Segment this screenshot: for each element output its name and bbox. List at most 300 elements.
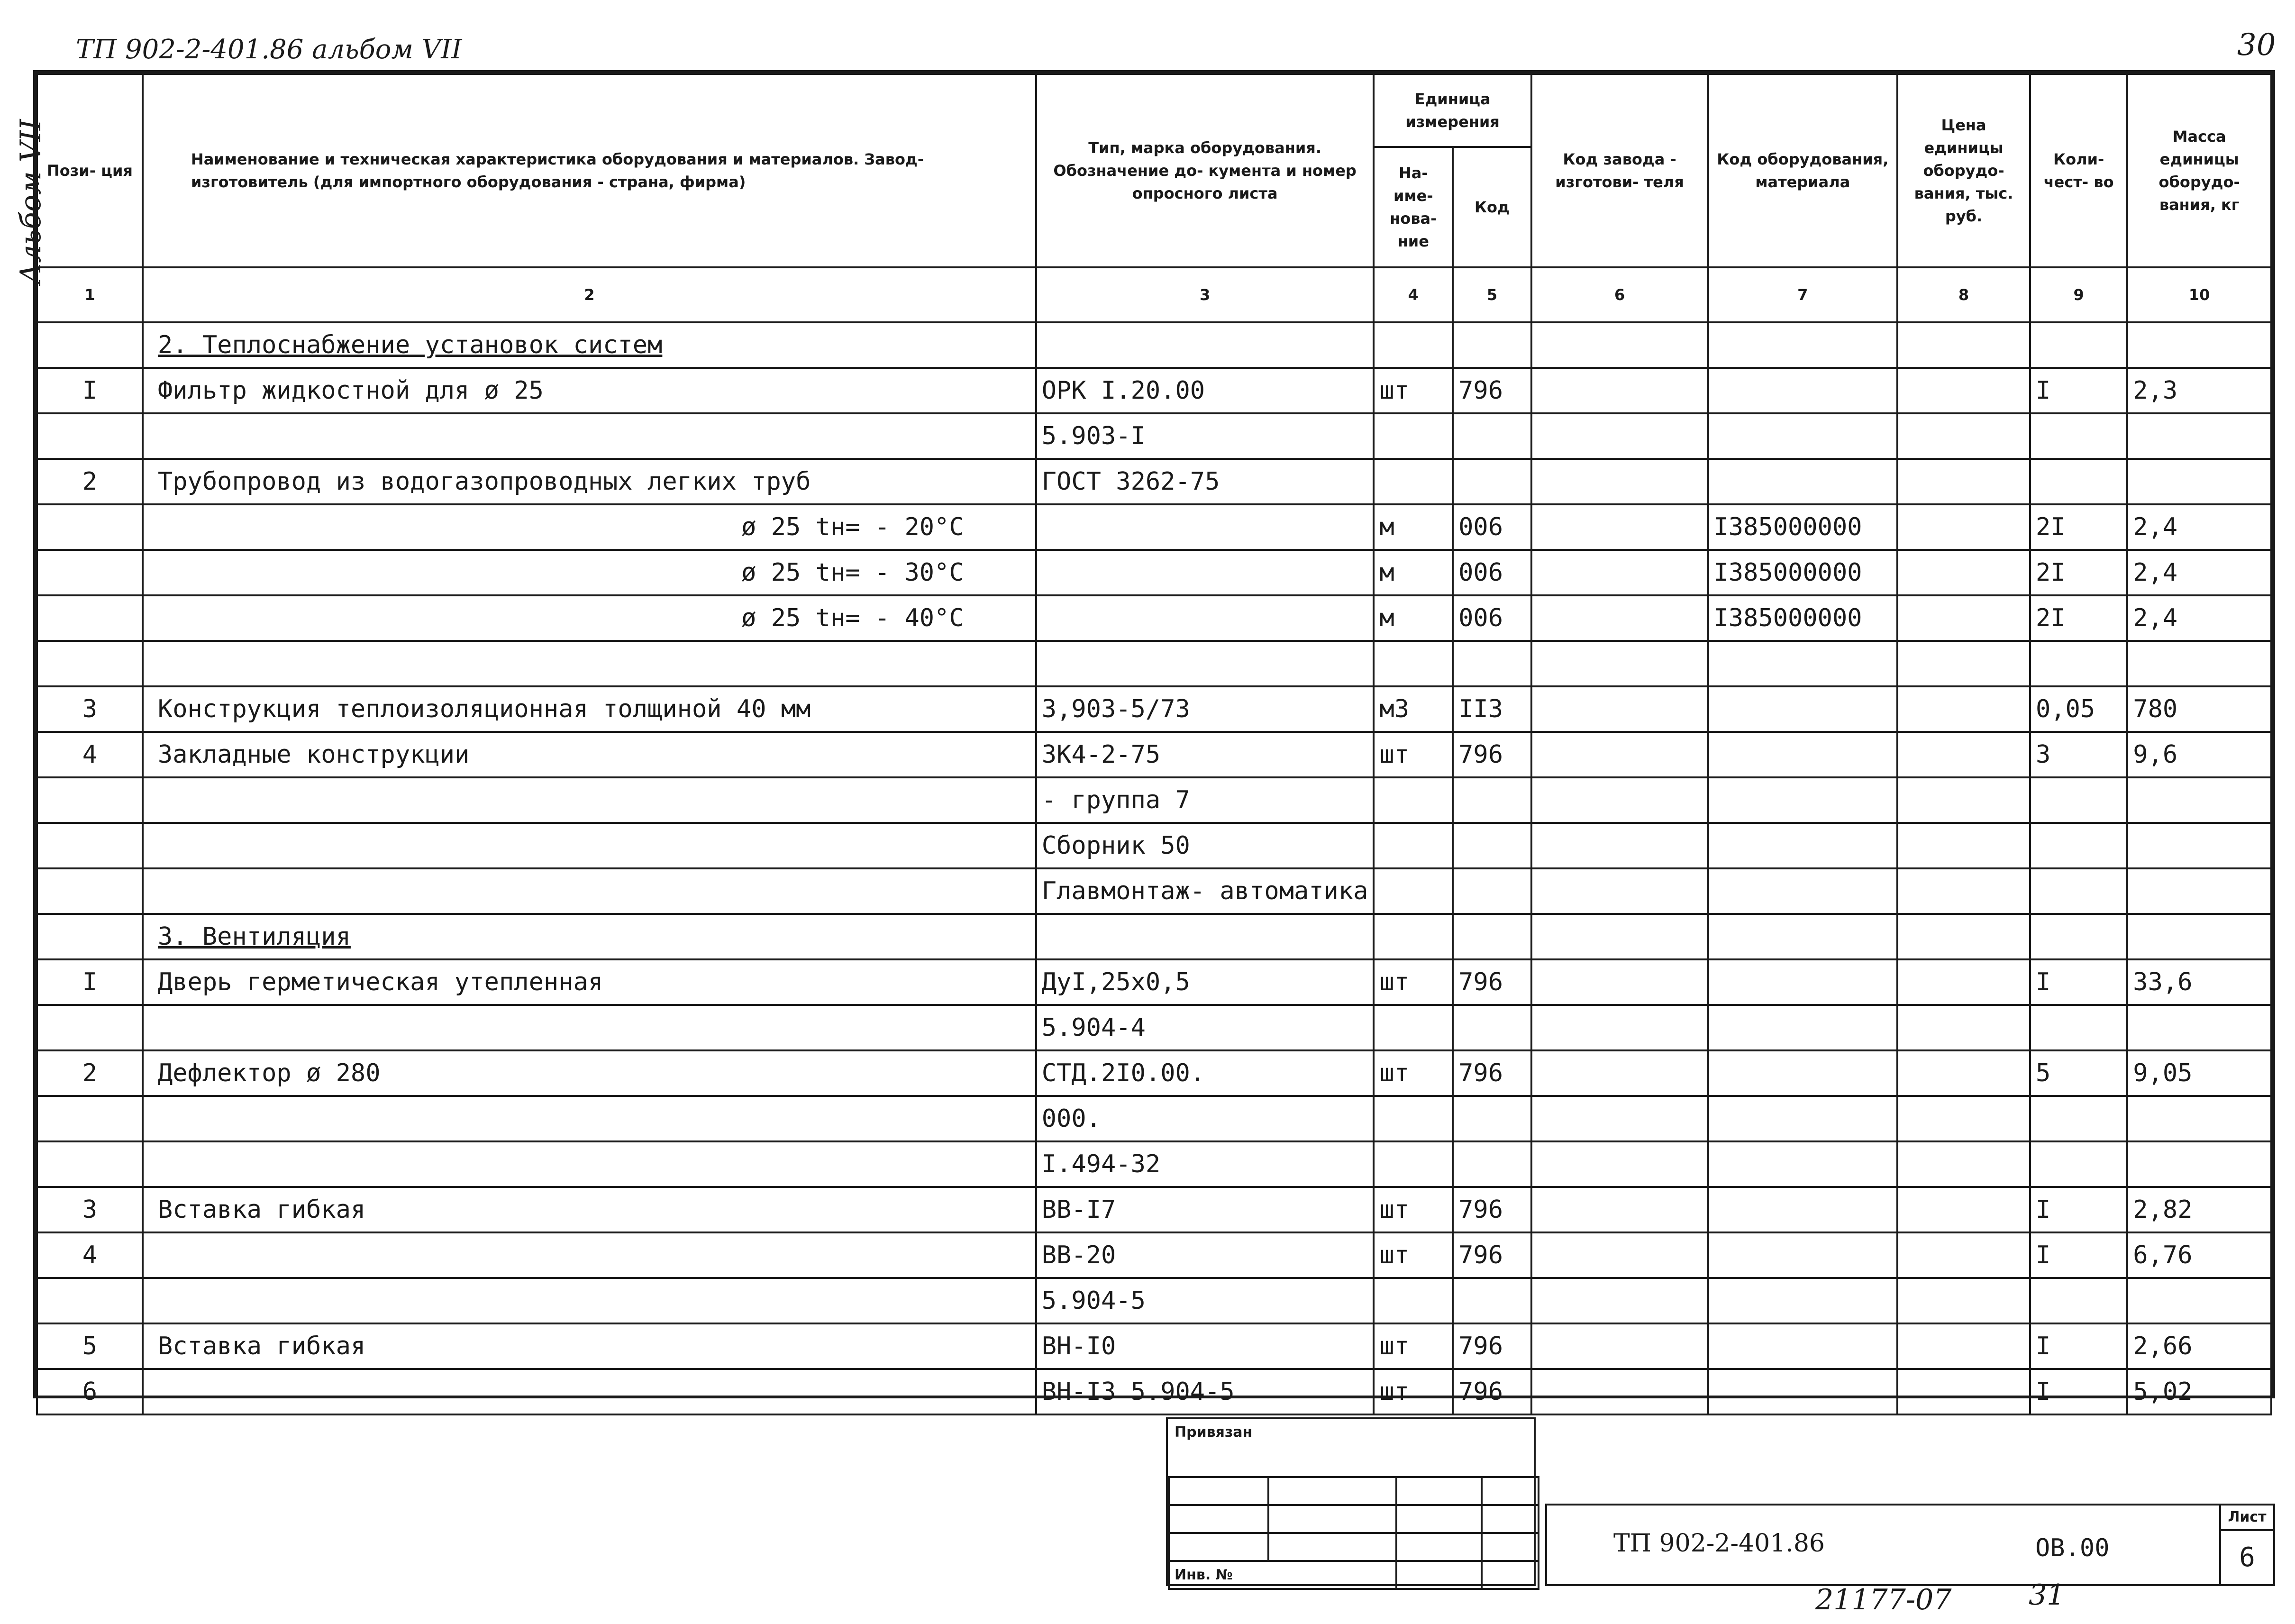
- stamp-grid: [1168, 1476, 1539, 1590]
- position-cell: [37, 504, 143, 550]
- unit-code-cell: 796: [1453, 368, 1531, 413]
- name-cell: [143, 1369, 1036, 1414]
- quantity-cell: [2030, 413, 2127, 459]
- equipment-code-cell: [1708, 641, 1898, 686]
- name-cell: [143, 550, 1036, 595]
- unit-code-cell: [1453, 1278, 1531, 1323]
- col-number: 5: [1453, 267, 1531, 322]
- unit-code-cell: 006: [1453, 595, 1531, 641]
- album-side-label: Альбом VII: [14, 119, 47, 284]
- header-title: ТП 902-2-401.86 альбом VII: [76, 34, 462, 65]
- mass-cell: 9,6: [2127, 732, 2271, 777]
- item-name: Вставка гибкая: [157, 1332, 366, 1360]
- equipment-code-cell: [1708, 1187, 1898, 1232]
- position-cell: [37, 641, 143, 686]
- plant-code-cell: [1531, 368, 1708, 413]
- mass-cell: 6,76: [2127, 1232, 2271, 1278]
- name-cell: [143, 1096, 1036, 1141]
- sheet-label: Лист: [2219, 1505, 2273, 1531]
- position-cell: I: [37, 368, 143, 413]
- position-cell: 3: [37, 1187, 143, 1232]
- type-cell: СТД.2I0.00.: [1036, 1050, 1374, 1096]
- equipment-code-cell: [1708, 686, 1898, 732]
- unit-name-cell: [1374, 914, 1453, 959]
- col-header-unit-code: Код: [1453, 147, 1531, 267]
- name-cell: [143, 459, 1036, 504]
- quantity-cell: [2030, 459, 2127, 504]
- quantity-cell: I: [2030, 959, 2127, 1005]
- type-cell: - группа 7: [1036, 777, 1374, 823]
- quantity-cell: 2I: [2030, 550, 2127, 595]
- table-row: [37, 959, 2271, 1005]
- price-cell: [1897, 641, 2030, 686]
- quantity-cell: I: [2030, 1232, 2127, 1278]
- item-name: Вставка гибкая: [157, 1195, 366, 1224]
- name-cell: [143, 1050, 1036, 1096]
- unit-code-cell: 796: [1453, 1187, 1531, 1232]
- item-name: Дверь герметическая утепленная: [157, 968, 603, 996]
- price-cell: [1897, 1369, 2030, 1414]
- unit-name-cell: [1374, 1141, 1453, 1187]
- col-header-unit-name: На- име- нова- ние: [1374, 147, 1453, 267]
- plant-code-cell: [1531, 322, 1708, 368]
- price-cell: [1897, 686, 2030, 732]
- unit-name-cell: [1374, 823, 1453, 868]
- plant-code-cell: [1531, 1096, 1708, 1141]
- type-cell: 5.904-5: [1036, 1278, 1374, 1323]
- quantity-cell: 2I: [2030, 595, 2127, 641]
- col-header-unit-group: Единица измерения: [1374, 74, 1531, 147]
- equipment-code-cell: [1708, 732, 1898, 777]
- name-cell: [143, 504, 1036, 550]
- col-number: 10: [2127, 267, 2271, 322]
- equipment-code-cell: [1708, 368, 1898, 413]
- title-block: [1545, 1504, 2275, 1586]
- name-cell: [143, 595, 1036, 641]
- unit-name-cell: [1374, 322, 1453, 368]
- item-name: Дефлектор ø 280: [157, 1059, 381, 1087]
- type-cell: ВН-I3 5.904-5: [1036, 1369, 1374, 1414]
- col-number: 9: [2030, 267, 2127, 322]
- mass-cell: [2127, 322, 2271, 368]
- plant-code-cell: [1531, 413, 1708, 459]
- quantity-cell: [2030, 1096, 2127, 1141]
- position-cell: 2: [37, 459, 143, 504]
- mass-cell: 2,4: [2127, 550, 2271, 595]
- section-heading: 3. Вентиляция: [157, 922, 351, 951]
- type-cell: 5.903-I: [1036, 413, 1374, 459]
- plant-code-cell: [1531, 1232, 1708, 1278]
- col-number: 8: [1897, 267, 2030, 322]
- mass-cell: 2,66: [2127, 1323, 2271, 1369]
- type-cell: [1036, 322, 1374, 368]
- item-name: Закладные конструкции: [157, 740, 470, 769]
- unit-name-cell: м: [1374, 550, 1453, 595]
- quantity-cell: I: [2030, 368, 2127, 413]
- position-cell: [37, 823, 143, 868]
- name-cell: [143, 868, 1036, 914]
- equipment-code-cell: [1708, 459, 1898, 504]
- unit-name-cell: [1374, 1278, 1453, 1323]
- name-cell: [143, 368, 1036, 413]
- equipment-code-cell: [1708, 1050, 1898, 1096]
- name-cell: [143, 322, 1036, 368]
- table-row: [37, 413, 2271, 459]
- table-row: [37, 1323, 2271, 1369]
- table-row: [37, 868, 2271, 914]
- quantity-cell: [2030, 914, 2127, 959]
- type-cell: Главмонтаж- автоматика: [1036, 868, 1374, 914]
- type-cell: ЗК4-2-75: [1036, 732, 1374, 777]
- specification-table: [36, 73, 2272, 1415]
- unit-code-cell: [1453, 914, 1531, 959]
- unit-name-cell: [1374, 1096, 1453, 1141]
- plant-code-cell: [1531, 868, 1708, 914]
- plant-code-cell: [1531, 504, 1708, 550]
- page-number: 30: [2237, 27, 2276, 63]
- table-row: [37, 595, 2271, 641]
- unit-code-cell: [1453, 868, 1531, 914]
- header-row: [37, 74, 2271, 147]
- plant-code-cell: [1531, 1050, 1708, 1096]
- unit-name-cell: [1374, 1005, 1453, 1050]
- plant-code-cell: [1531, 550, 1708, 595]
- equipment-code-cell: I385000000: [1708, 550, 1898, 595]
- unit-code-cell: 006: [1453, 550, 1531, 595]
- table-row: [37, 1096, 2271, 1141]
- table-row: [37, 732, 2271, 777]
- col-header-price: Цена единицы оборудо- вания, тыс. руб.: [1897, 74, 2030, 267]
- position-cell: 4: [37, 1232, 143, 1278]
- table-row: [37, 823, 2271, 868]
- equipment-code-cell: [1708, 959, 1898, 1005]
- name-cell: [143, 732, 1036, 777]
- table-row: [37, 1232, 2271, 1278]
- price-cell: [1897, 413, 2030, 459]
- unit-code-cell: [1453, 1141, 1531, 1187]
- price-cell: [1897, 1278, 2030, 1323]
- name-cell: [143, 914, 1036, 959]
- item-name: ø 25 tн= - 20°С: [741, 513, 964, 541]
- specification-sheet: [33, 70, 2275, 1406]
- equipment-code-cell: [1708, 1232, 1898, 1278]
- price-cell: [1897, 732, 2030, 777]
- name-cell: [143, 1187, 1036, 1232]
- unit-name-cell: шт: [1374, 368, 1453, 413]
- quantity-cell: [2030, 1005, 2127, 1050]
- unit-name-cell: шт: [1374, 959, 1453, 1005]
- equipment-code-cell: [1708, 823, 1898, 868]
- equipment-code-cell: [1708, 868, 1898, 914]
- unit-code-cell: 796: [1453, 1369, 1531, 1414]
- quantity-cell: [2030, 823, 2127, 868]
- type-cell: I.494-32: [1036, 1141, 1374, 1187]
- col-number: 2: [143, 267, 1036, 322]
- price-cell: [1897, 368, 2030, 413]
- position-cell: [37, 595, 143, 641]
- price-cell: [1897, 1141, 2030, 1187]
- mass-cell: 2,4: [2127, 504, 2271, 550]
- equipment-code-cell: [1708, 1141, 1898, 1187]
- price-cell: [1897, 959, 2030, 1005]
- plant-code-cell: [1531, 1323, 1708, 1369]
- position-cell: 3: [37, 686, 143, 732]
- item-name: Конструкция теплоизоляционная толщиной 40 мм: [157, 695, 811, 723]
- unit-code-cell: 796: [1453, 1323, 1531, 1369]
- col-number: 6: [1531, 267, 1708, 322]
- quantity-cell: 5: [2030, 1050, 2127, 1096]
- name-cell: [143, 959, 1036, 1005]
- item-name: ø 25 tн= - 40°С: [741, 604, 964, 632]
- table-row: [37, 1278, 2271, 1323]
- type-cell: 3,903-5/73: [1036, 686, 1374, 732]
- type-cell: [1036, 641, 1374, 686]
- plant-code-cell: [1531, 823, 1708, 868]
- position-cell: 5: [37, 1323, 143, 1369]
- table-row: [37, 1141, 2271, 1187]
- type-cell: ВВ-I7: [1036, 1187, 1374, 1232]
- mass-cell: 2,82: [2127, 1187, 2271, 1232]
- position-cell: [37, 322, 143, 368]
- col-header-quantity: Коли- чест- во: [2030, 74, 2127, 267]
- item-name: Трубопровод из водогазопроводных легких труб: [157, 467, 811, 496]
- unit-code-cell: [1453, 1096, 1531, 1141]
- type-cell: [1036, 504, 1374, 550]
- equipment-code-cell: [1708, 914, 1898, 959]
- plant-code-cell: [1531, 1369, 1708, 1414]
- plant-code-cell: [1531, 1278, 1708, 1323]
- unit-code-cell: [1453, 459, 1531, 504]
- name-cell: [143, 1005, 1036, 1050]
- plant-code-cell: [1531, 686, 1708, 732]
- col-header-name: Наименование и техническая характеристика оборудования и материалов. Завод-изготовитель (для импортного оборудования - страна, фирма): [143, 74, 1036, 267]
- table-row: [37, 641, 2271, 686]
- position-cell: [37, 1141, 143, 1187]
- price-cell: [1897, 1005, 2030, 1050]
- item-name: Фильтр жидкостной для ø 25: [157, 376, 544, 405]
- type-cell: 5.904-4: [1036, 1005, 1374, 1050]
- unit-code-cell: [1453, 777, 1531, 823]
- position-cell: [37, 777, 143, 823]
- unit-code-cell: [1453, 1005, 1531, 1050]
- price-cell: [1897, 1323, 2030, 1369]
- quantity-cell: [2030, 322, 2127, 368]
- plant-code-cell: [1531, 1187, 1708, 1232]
- unit-name-cell: шт: [1374, 1369, 1453, 1414]
- mass-cell: [2127, 641, 2271, 686]
- type-cell: [1036, 550, 1374, 595]
- plant-code-cell: [1531, 1141, 1708, 1187]
- table-row: [37, 550, 2271, 595]
- equipment-code-cell: [1708, 1096, 1898, 1141]
- mass-cell: [2127, 1005, 2271, 1050]
- price-cell: [1897, 823, 2030, 868]
- name-cell: [143, 1278, 1036, 1323]
- equipment-code-cell: [1708, 322, 1898, 368]
- equipment-code-cell: I385000000: [1708, 504, 1898, 550]
- plant-code-cell: [1531, 641, 1708, 686]
- position-cell: [37, 868, 143, 914]
- position-cell: [37, 914, 143, 959]
- equipment-code-cell: [1708, 413, 1898, 459]
- table-row: [37, 504, 2271, 550]
- table-row: [37, 322, 2271, 368]
- unit-code-cell: [1453, 322, 1531, 368]
- quantity-cell: [2030, 641, 2127, 686]
- price-cell: [1897, 504, 2030, 550]
- plant-code-cell: [1531, 732, 1708, 777]
- position-cell: [37, 1096, 143, 1141]
- type-cell: [1036, 914, 1374, 959]
- table-row: [37, 368, 2271, 413]
- quantity-cell: I: [2030, 1187, 2127, 1232]
- quantity-cell: [2030, 1141, 2127, 1187]
- name-cell: [143, 641, 1036, 686]
- price-cell: [1897, 459, 2030, 504]
- type-cell: ОРК I.20.00: [1036, 368, 1374, 413]
- quantity-cell: [2030, 1278, 2127, 1323]
- col-number: 3: [1036, 267, 1374, 322]
- unit-code-cell: 796: [1453, 732, 1531, 777]
- equipment-code-cell: [1708, 1278, 1898, 1323]
- unit-name-cell: [1374, 641, 1453, 686]
- mass-cell: 33,6: [2127, 959, 2271, 1005]
- quantity-cell: 3: [2030, 732, 2127, 777]
- name-cell: [143, 1141, 1036, 1187]
- price-cell: [1897, 777, 2030, 823]
- unit-name-cell: м: [1374, 504, 1453, 550]
- col-number: 1: [37, 267, 143, 322]
- equipment-code-cell: [1708, 1005, 1898, 1050]
- unit-name-cell: [1374, 777, 1453, 823]
- unit-name-cell: м: [1374, 595, 1453, 641]
- col-header-equipment-code: Код оборудования, материала: [1708, 74, 1898, 267]
- equipment-code-cell: [1708, 777, 1898, 823]
- title-stamp: [1166, 1417, 2275, 1586]
- name-cell: [143, 1232, 1036, 1278]
- specification-body: [37, 322, 2271, 1414]
- position-cell: 6: [37, 1369, 143, 1414]
- name-cell: [143, 413, 1036, 459]
- mass-cell: [2127, 413, 2271, 459]
- col-number: 7: [1708, 267, 1898, 322]
- equipment-code-cell: [1708, 1369, 1898, 1414]
- price-cell: [1897, 1050, 2030, 1096]
- unit-name-cell: шт: [1374, 1323, 1453, 1369]
- unit-code-cell: 796: [1453, 1232, 1531, 1278]
- price-cell: [1897, 1232, 2030, 1278]
- unit-name-cell: [1374, 459, 1453, 504]
- position-cell: 4: [37, 732, 143, 777]
- type-cell: ВВ-20: [1036, 1232, 1374, 1278]
- table-row: [37, 777, 2271, 823]
- col-header-mass: Масса единицы оборудо- вания, кг: [2127, 74, 2271, 267]
- plant-code-cell: [1531, 595, 1708, 641]
- plant-code-cell: [1531, 459, 1708, 504]
- equipment-code-cell: I385000000: [1708, 595, 1898, 641]
- col-header-type: Тип, марка оборудования. Обозначение до- кумента и номер опросного листа: [1036, 74, 1374, 267]
- column-number-row: [37, 267, 2271, 322]
- footer-note: 31: [2029, 1578, 2065, 1612]
- quantity-cell: [2030, 777, 2127, 823]
- inv-label: Инв. №: [1169, 1561, 1396, 1589]
- type-cell: ВН-I0: [1036, 1323, 1374, 1369]
- doc-code: ТП 902-2-401.86: [1613, 1529, 1825, 1558]
- mass-cell: 5,02: [2127, 1369, 2271, 1414]
- footer-note: 21177-07: [1815, 1583, 1952, 1616]
- type-cell: ДуI,25х0,5: [1036, 959, 1374, 1005]
- plant-code-cell: [1531, 914, 1708, 959]
- mass-cell: [2127, 459, 2271, 504]
- tied-stamp-box: [1166, 1417, 1536, 1586]
- unit-code-cell: 006: [1453, 504, 1531, 550]
- mass-cell: 2,4: [2127, 595, 2271, 641]
- section-heading: 2. Теплоснабжение установок систем: [157, 331, 663, 359]
- mass-cell: [2127, 1141, 2271, 1187]
- position-cell: [37, 413, 143, 459]
- mass-cell: [2127, 1278, 2271, 1323]
- plant-code-cell: [1531, 777, 1708, 823]
- col-header-plant-code: Код завода - изготови- теля: [1531, 74, 1708, 267]
- price-cell: [1897, 868, 2030, 914]
- unit-code-cell: [1453, 641, 1531, 686]
- price-cell: [1897, 914, 2030, 959]
- quantity-cell: I: [2030, 1369, 2127, 1414]
- price-cell: [1897, 1096, 2030, 1141]
- mass-cell: [2127, 914, 2271, 959]
- table-row: [37, 686, 2271, 732]
- unit-code-cell: [1453, 413, 1531, 459]
- unit-name-cell: м3: [1374, 686, 1453, 732]
- mass-cell: [2127, 868, 2271, 914]
- type-cell: [1036, 595, 1374, 641]
- unit-name-cell: [1374, 413, 1453, 459]
- position-cell: [37, 1278, 143, 1323]
- price-cell: [1897, 550, 2030, 595]
- plant-code-cell: [1531, 1005, 1708, 1050]
- unit-code-cell: 796: [1453, 959, 1531, 1005]
- quantity-cell: 0,05: [2030, 686, 2127, 732]
- table-row: [37, 459, 2271, 504]
- quantity-cell: I: [2030, 1323, 2127, 1369]
- unit-name-cell: шт: [1374, 1232, 1453, 1278]
- price-cell: [1897, 322, 2030, 368]
- position-cell: [37, 550, 143, 595]
- mass-cell: [2127, 777, 2271, 823]
- table-row: [37, 1005, 2271, 1050]
- position-cell: I: [37, 959, 143, 1005]
- item-name: ø 25 tн= - 30°С: [741, 558, 964, 587]
- equipment-code-cell: [1708, 1323, 1898, 1369]
- table-row: [37, 1050, 2271, 1096]
- quantity-cell: 2I: [2030, 504, 2127, 550]
- position-cell: [37, 1005, 143, 1050]
- col-header-position: Пози- ция: [37, 74, 143, 267]
- unit-name-cell: шт: [1374, 1050, 1453, 1096]
- unit-code-cell: 796: [1453, 1050, 1531, 1096]
- unit-code-cell: II3: [1453, 686, 1531, 732]
- type-cell: Сборник 50: [1036, 823, 1374, 868]
- name-cell: [143, 823, 1036, 868]
- col-number: 4: [1374, 267, 1453, 322]
- type-cell: ГОСТ 3262-75: [1036, 459, 1374, 504]
- table-row: [37, 1369, 2271, 1414]
- unit-name-cell: шт: [1374, 1187, 1453, 1232]
- mass-cell: 9,05: [2127, 1050, 2271, 1096]
- table-row: [37, 1187, 2271, 1232]
- plant-code-cell: [1531, 959, 1708, 1005]
- sheet-value: 6: [2219, 1529, 2273, 1586]
